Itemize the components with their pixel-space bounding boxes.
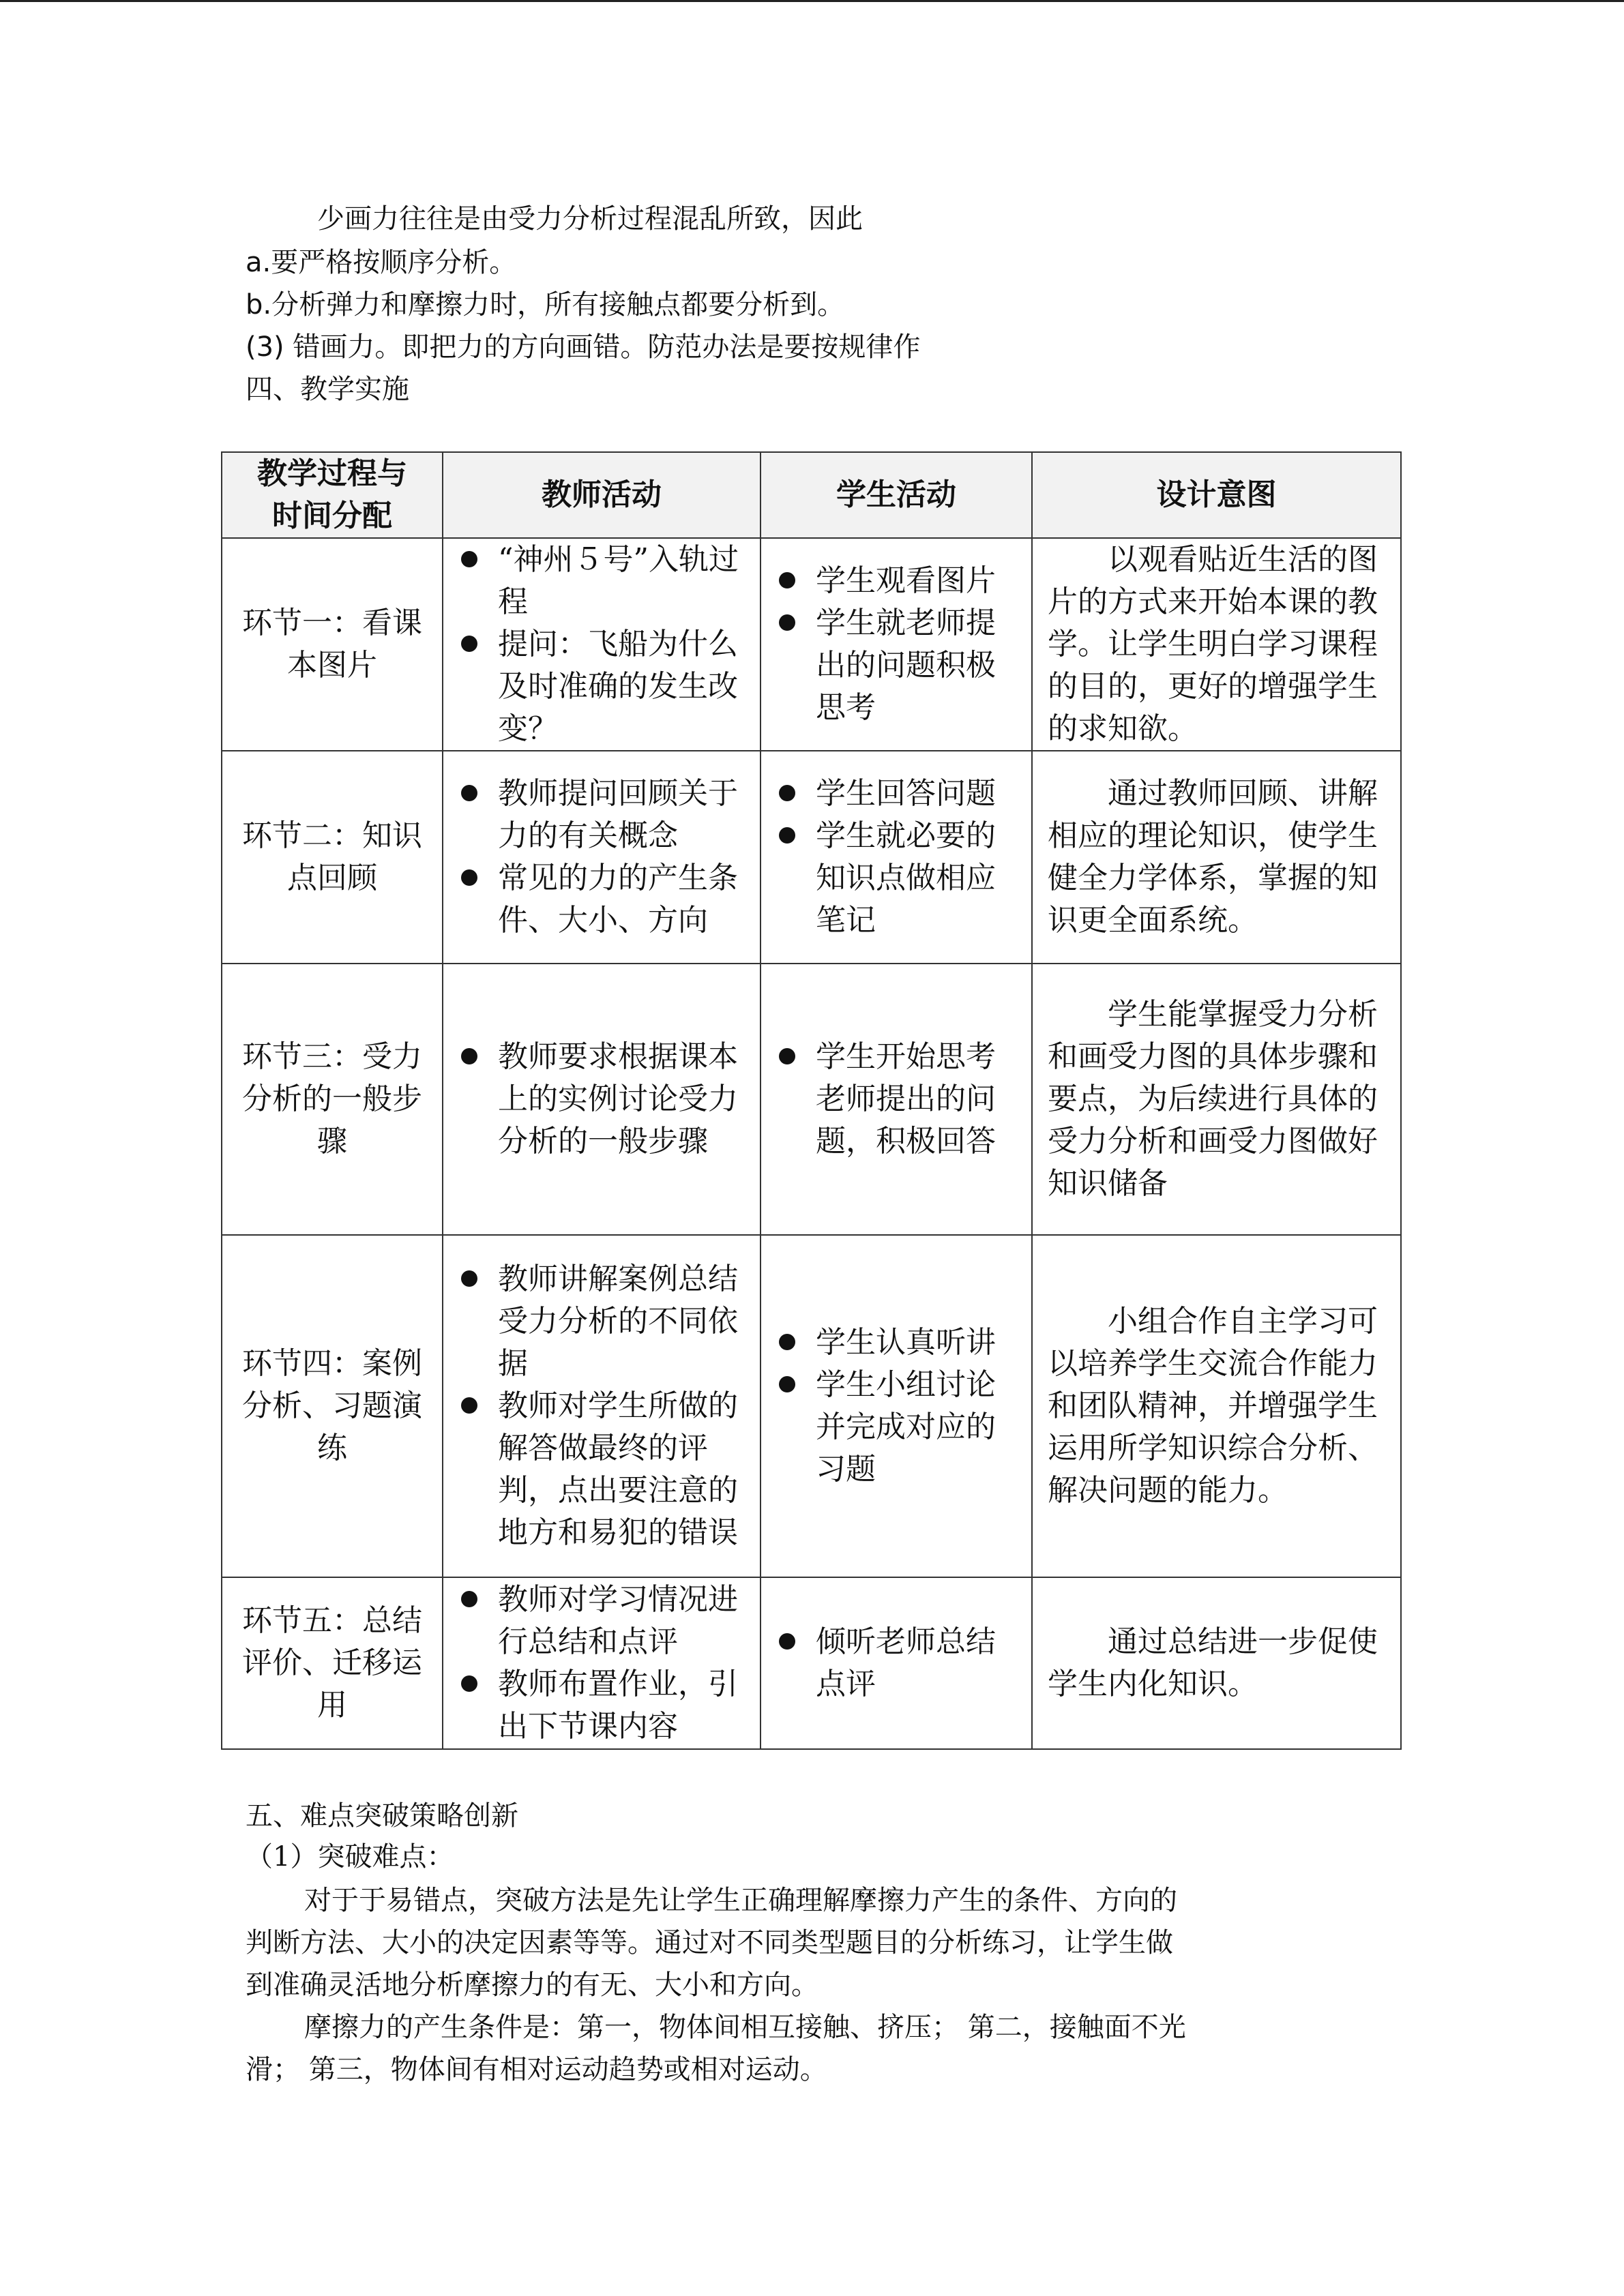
- list-item: 学生观看图片: [769, 560, 1022, 602]
- paragraph-2-line-1: 摩擦力的产生条件是：第一，物体间相互接触、挤压； 第二，接触面不光: [304, 2012, 1186, 2043]
- list-item: 教师讲解案例总结受力分析的不同依据: [452, 1258, 750, 1385]
- table-row: [222, 964, 1401, 1235]
- student-activity-cell: [761, 751, 1032, 964]
- design-intent-cell: 以观看贴近生活的图片的方式来开始本课的教学。让学生明白学习课程的目的，更好的增强学生的求知欲。: [1032, 538, 1401, 751]
- list-item: 教师对学生所做的解答做最终的评判，点出要注意的地方和易犯的错误: [452, 1385, 750, 1554]
- bullet-icon: [461, 551, 477, 567]
- student-activity-cell: [761, 964, 1032, 1235]
- stage-cell: 环节五：总结评价、迁移运用: [222, 1577, 443, 1749]
- bullet-icon: [779, 572, 795, 588]
- stage-cell: 环节三：受力分析的一般步骤: [222, 964, 443, 1235]
- list-item: 教师布置作业，引出下节课内容: [452, 1663, 750, 1748]
- subsection-1-title: （1）突破难点：: [246, 1841, 454, 1873]
- intro-line-3: b.分析弹力和摩擦力时，所有接触点都要分析到。: [246, 289, 845, 320]
- paragraph-1-line-1: 对于于易错点，突破方法是先让学生正确理解摩擦力产生的条件、方向的: [304, 1885, 1177, 1916]
- section-4-title: 四、教学实施: [246, 374, 409, 405]
- list-item: 学生回答问题: [769, 773, 1022, 815]
- intro-line-4: (3) 错画力。即把力的方向画错。防范办法是要按规律作: [246, 331, 921, 363]
- bullet-icon: [461, 785, 477, 801]
- list-item: 倾听老师总结点评: [769, 1621, 1022, 1705]
- teacher-activity-cell: [443, 538, 761, 751]
- bullet-icon: [779, 1633, 795, 1650]
- student-activity-cell: [761, 1577, 1032, 1749]
- stage-cell: 环节一：看课本图片: [222, 538, 443, 751]
- teacher-activity-cell: [443, 751, 761, 964]
- page-top-border: [0, 0, 1624, 2]
- paragraph-1-line-3: 到准确灵活地分析摩擦力的有无、大小和方向。: [246, 1969, 818, 2001]
- list-item: 常见的力的产生条件、大小、方向: [452, 857, 750, 942]
- table-row: [222, 538, 1401, 751]
- stage-cell: 环节二：知识点回顾: [222, 751, 443, 964]
- bullet-icon: [779, 1048, 795, 1064]
- list-item: 提问：飞船为什么及时准确的发生改变？: [452, 623, 750, 750]
- list-item: 学生就老师提出的问题积极思考: [769, 602, 1022, 729]
- header-design-intent: 设计意图: [1032, 452, 1401, 538]
- table-header-row: [222, 452, 1401, 538]
- header-student-activity: 学生活动: [761, 452, 1032, 538]
- design-intent-cell: 通过教师回顾、讲解相应的理论知识，使学生健全力学体系，掌握的知识更全面系统。: [1032, 751, 1401, 964]
- list-item: 学生开始思考老师提出的问题，积极回答: [769, 1036, 1022, 1163]
- list-item: 教师对学习情况进行总结和点评: [452, 1579, 750, 1663]
- table-row: [222, 1577, 1401, 1749]
- bullet-icon: [461, 1591, 477, 1607]
- list-item: 教师提问回顾关于力的有关概念: [452, 773, 750, 857]
- student-activity-cell: [761, 538, 1032, 751]
- table-row: [222, 751, 1401, 964]
- teacher-activity-cell: [443, 1235, 761, 1577]
- bullet-icon: [779, 1376, 795, 1392]
- table-row: [222, 1235, 1401, 1577]
- teaching-plan-table: [221, 451, 1402, 1750]
- bullet-icon: [779, 614, 795, 631]
- student-activity-cell: [761, 1235, 1032, 1577]
- list-item: “神州５号”入轨过程: [452, 539, 750, 623]
- bullet-icon: [461, 636, 477, 652]
- header-stage: 教学过程与时间分配: [222, 452, 443, 538]
- intro-line-2: a.要严格按顺序分析。: [246, 247, 517, 278]
- design-intent-cell: 小组合作自主学习可以培养学生交流合作能力和团队精神，并增强学生运用所学知识综合分析、解决问题的能力。: [1032, 1235, 1401, 1577]
- bullet-icon: [461, 1675, 477, 1692]
- header-teacher-activity: 教师活动: [443, 452, 761, 538]
- list-item: 学生认真听讲: [769, 1322, 1022, 1364]
- bullet-icon: [779, 1334, 795, 1350]
- bullet-icon: [779, 785, 795, 801]
- bullet-icon: [461, 869, 477, 886]
- bullet-icon: [461, 1270, 477, 1287]
- intro-line-1: 少画力往往是由受力分析过程混乱所致，因此: [317, 203, 863, 235]
- teacher-activity-cell: [443, 964, 761, 1235]
- teacher-activity-cell: [443, 1577, 761, 1749]
- paragraph-1-line-2: 判断方法、大小的决定因素等等。通过对不同类型题目的分析练习，让学生做: [246, 1927, 1173, 1958]
- paragraph-2-line-2: 滑； 第三，物体间有相对运动趋势或相对运动。: [246, 2054, 827, 2085]
- bullet-icon: [779, 827, 795, 844]
- design-intent-cell: 通过总结进一步促使学生内化知识。: [1032, 1577, 1401, 1749]
- list-item: 教师要求根据课本上的实例讨论受力分析的一般步骤: [452, 1036, 750, 1163]
- bullet-icon: [461, 1397, 477, 1414]
- stage-cell: 环节四：案例分析、习题演练: [222, 1235, 443, 1577]
- design-intent-cell: 学生能掌握受力分析和画受力图的具体步骤和要点，为后续进行具体的受力分析和画受力图做好知识储备: [1032, 964, 1401, 1235]
- list-item: 学生就必要的知识点做相应笔记: [769, 815, 1022, 942]
- bullet-icon: [461, 1048, 477, 1064]
- list-item: 学生小组讨论并完成对应的习题: [769, 1364, 1022, 1491]
- section-5-title: 五、难点突破策略创新: [246, 1800, 518, 1832]
